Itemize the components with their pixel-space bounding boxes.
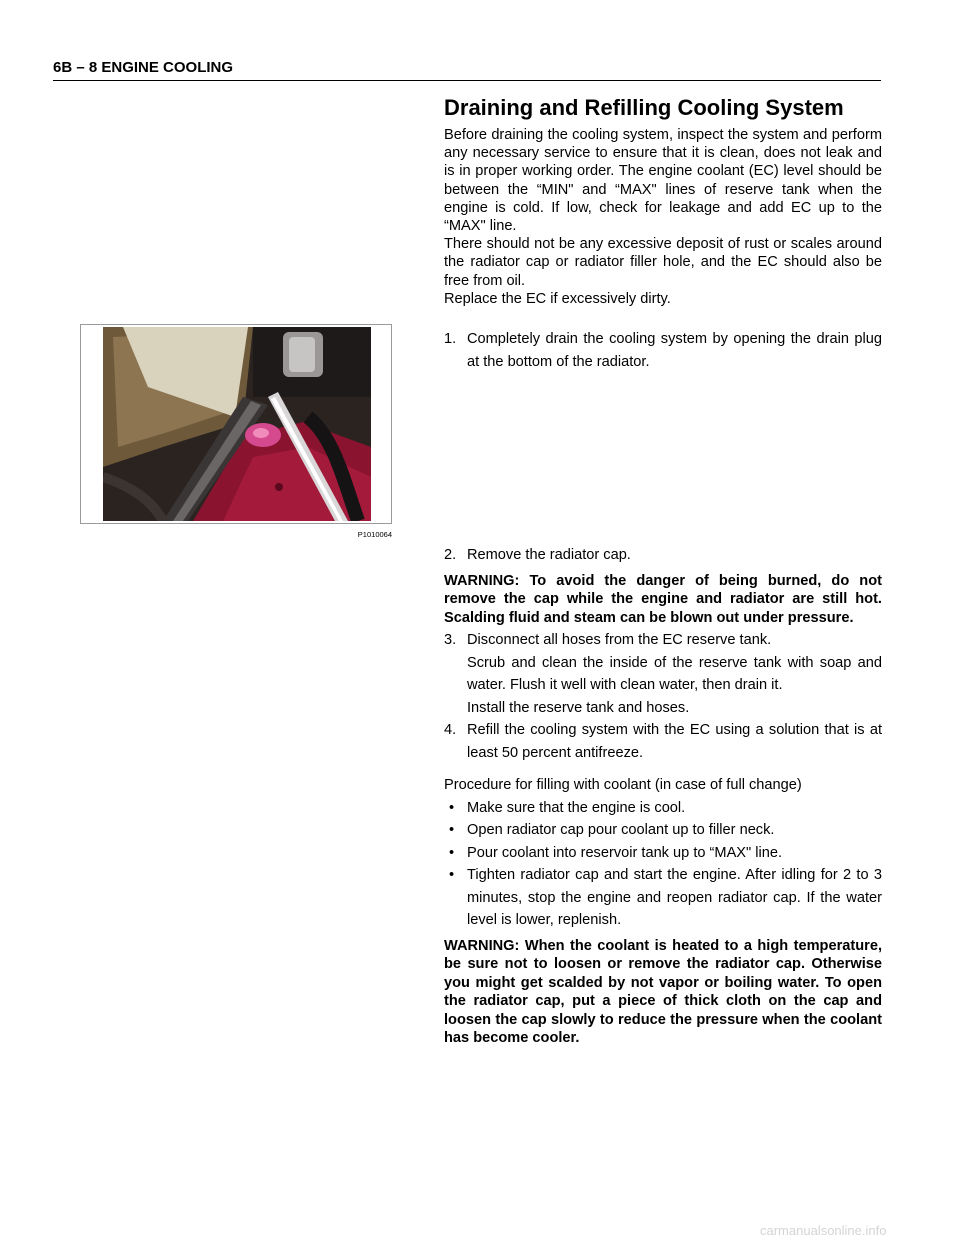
step-number: 1. xyxy=(444,331,457,347)
step-text: Refill the cooling system with the EC using a solution that is at least 50 percent antifreeze. xyxy=(467,722,882,761)
step-number: 3. xyxy=(444,632,457,648)
procedure-bullet-3 xyxy=(444,842,882,865)
steps-block xyxy=(444,544,882,1050)
page-header: 6B – 8 ENGINE COOLING xyxy=(53,58,881,81)
step-number: 2. xyxy=(444,547,457,563)
procedure-heading: Procedure for filling with coolant (in case of full change) xyxy=(444,777,802,793)
warning-coolant-heated: WARNING: When the coolant is heated to a high temperature, be sure not to loosen or remove the radiator cap. Otherwise you might get scalded by not vapor or boiling water. To open the radiator cap, put a piece of thick cloth on the cap and loosen the cap slowly to reduce the pressure when the coolant has become cooler. xyxy=(444,937,882,1046)
procedure-bullet-1 xyxy=(444,797,882,820)
bullet-text: Make sure that the engine is cool. xyxy=(467,799,686,816)
step-text: Remove the radiator cap. xyxy=(467,547,631,563)
figure-id-label: P1010064 xyxy=(357,530,392,539)
radiator-figure xyxy=(80,324,392,524)
step-text: Disconnect all hoses from the EC reserve tank. xyxy=(467,632,772,648)
step-2 xyxy=(444,544,882,567)
radiator-drain-plug-photo xyxy=(103,327,371,521)
intro-block xyxy=(444,126,882,308)
step-number: 4. xyxy=(444,722,457,738)
bullet-text: Tighten radiator cap and start the engine. After idling for 2 to 3 minutes, stop the engine and reopen radiator cap. If the water level is lower, replenish. xyxy=(467,867,882,928)
step-3 xyxy=(444,629,882,652)
step-text: Completely drain the cooling system by opening the drain plug at the bottom of the radiator. xyxy=(467,331,882,370)
watermark: carmanualsonline.info xyxy=(760,1223,887,1238)
bullet-icon: • xyxy=(449,867,455,883)
intro-paragraph-3: Replace the EC if excessively dirty. xyxy=(444,290,671,307)
step-1 xyxy=(444,328,882,373)
bullet-icon: • xyxy=(449,822,455,838)
step-3-detail-2: Install the reserve tank and hoses. xyxy=(467,699,690,716)
intro-paragraph-1: Before draining the cooling system, inspect the system and perform any necessary service to ensure that it is clean, does not leak and is in proper working order. The engine coolant (EC) level should be between the “MIN" and “MAX" lines of reserve tank when the engine is cold. If low, check for leakage and add EC up to the “MAX" line. xyxy=(444,127,882,235)
bullet-text: Open radiator cap pour coolant up to filler neck. xyxy=(467,822,775,838)
procedure-bullet-2 xyxy=(444,819,882,842)
section-title: Draining and Refilling Cooling System xyxy=(444,95,844,120)
photo-drawing xyxy=(103,327,371,521)
bullet-icon: • xyxy=(449,799,455,816)
bullet-icon: • xyxy=(449,844,455,861)
bullet-text: Pour coolant into reservoir tank up to “MAX" line. xyxy=(467,844,783,861)
step-1-block xyxy=(444,328,882,373)
step-4 xyxy=(444,719,882,764)
step-3-detail-1: Scrub and clean the inside of the reserve tank with soap and water. Flush it well with clean water, then drain it. xyxy=(467,654,882,693)
intro-paragraph-2: There should not be any excessive deposit of rust or scales around the radiator cap or radiator filler hole, and the EC should also be free from oil. xyxy=(444,236,882,289)
procedure-bullet-4 xyxy=(444,864,882,932)
warning-hot-cap: WARNING: To avoid the danger of being burned, do not remove the cap while the engine and radiator are still hot. Scalding fluid and steam can be blown out under pressure. xyxy=(444,572,882,626)
